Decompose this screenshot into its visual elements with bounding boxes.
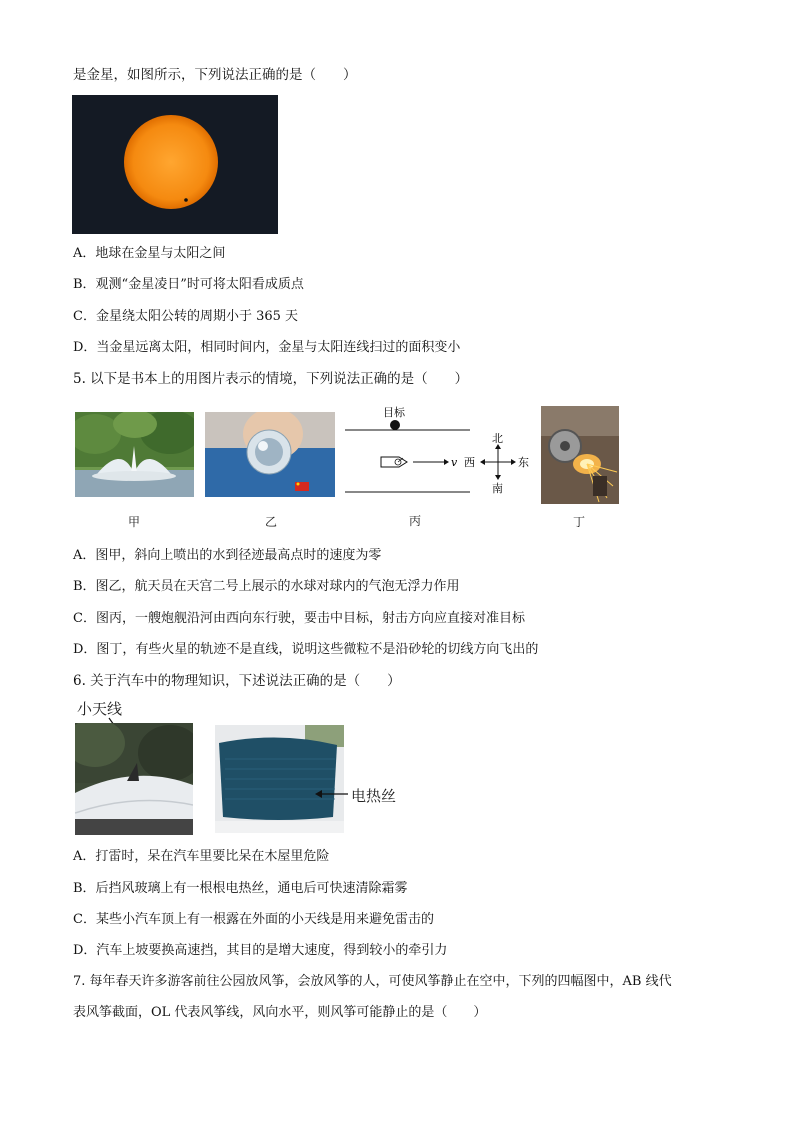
- q4-option-a: A．地球在金星与太阳之间: [73, 246, 226, 261]
- west-label: 西: [464, 456, 475, 469]
- venus-dot: [184, 198, 188, 202]
- target-label: 目标: [383, 406, 405, 419]
- q6-option-c: C．某些小汽车顶上有一根露在外面的小天线是用来避免雷击的: [73, 912, 434, 927]
- q4-option-d: D．当金星远离太阳，相同时间内，金星与太阳连线扫过的面积变小: [73, 340, 461, 355]
- grinding-sparks-photo: [541, 406, 619, 504]
- river-diagram: [343, 402, 533, 502]
- heating-wire-label: 电热丝: [351, 787, 397, 805]
- q7-stem-line2: 表风筝截面，OL 代表风筝线，风向水平，则风筝可能静止的是（ ）: [73, 1005, 487, 1020]
- q5-stem: 5. 以下是书本上的用图片表示的情境，下列说法正确的是（ ）: [73, 371, 469, 387]
- q4-option-b: B．观测“金星凌日”时可将太阳看成质点: [73, 277, 304, 292]
- caption-yi: 乙: [265, 515, 278, 529]
- gunboat-shape: [381, 457, 407, 467]
- q5-option-d: D．图丁，有些火星的轨迹不是直线，说明这些微粒不是沿砂轮的切线方向飞出的: [73, 642, 539, 657]
- heating-wire-pointer: [314, 788, 350, 800]
- car-roof-antenna-photo: [75, 723, 193, 835]
- velocity-label: v: [451, 456, 458, 469]
- caption-bing: 丙: [409, 514, 422, 528]
- q6-stem: 6. 关于汽车中的物理知识，下述说法正确的是（ ）: [73, 673, 401, 689]
- rear-windshield-photo: [215, 725, 344, 833]
- q5-option-b: B．图乙，航天员在天宫二号上展示的水球对球内的气泡无浮力作用: [73, 579, 460, 594]
- q5-option-a: A．图甲，斜向上喷出的水到径迹最高点时的速度为零: [73, 548, 382, 563]
- sun-disk: [124, 115, 218, 209]
- venus-transit-photo: [72, 95, 278, 234]
- q6-option-b: B．后挡风玻璃上有一根根电热丝，通电后可快速清除霜雾: [73, 881, 408, 896]
- target-dot: [390, 420, 400, 430]
- caption-jia: 甲: [128, 515, 141, 529]
- q4-option-c: C．金星绕太阳公转的周期小于 365 天: [73, 309, 299, 324]
- astronaut-photo: [205, 412, 335, 497]
- q6-option-a: A．打雷时，呆在汽车里要比呆在木屋里危险: [73, 849, 330, 864]
- north-label: 北: [492, 432, 503, 445]
- caption-ding: 丁: [573, 515, 586, 529]
- q7-stem-line1: 7. 每年春天许多游客前往公园放风筝，会放风筝的人，可使风筝静止在空中，下列的四幅图中，AB 线代: [73, 974, 672, 989]
- q6-option-d: D．汽车上坡要换高速挡，其目的是增大速度，得到较小的牵引力: [73, 943, 448, 958]
- q5-option-c: C．图丙，一艘炮舰沿河由西向东行驶，要击中目标，射击方向应直接对准目标: [73, 611, 525, 626]
- antenna-label: 小天线: [77, 700, 123, 718]
- south-label: 南: [492, 482, 503, 495]
- east-label: 东: [518, 456, 529, 469]
- q4-stem: 是金星，如图所示，下列说法正确的是（ ）: [73, 67, 357, 83]
- fountain-photo: [75, 412, 194, 497]
